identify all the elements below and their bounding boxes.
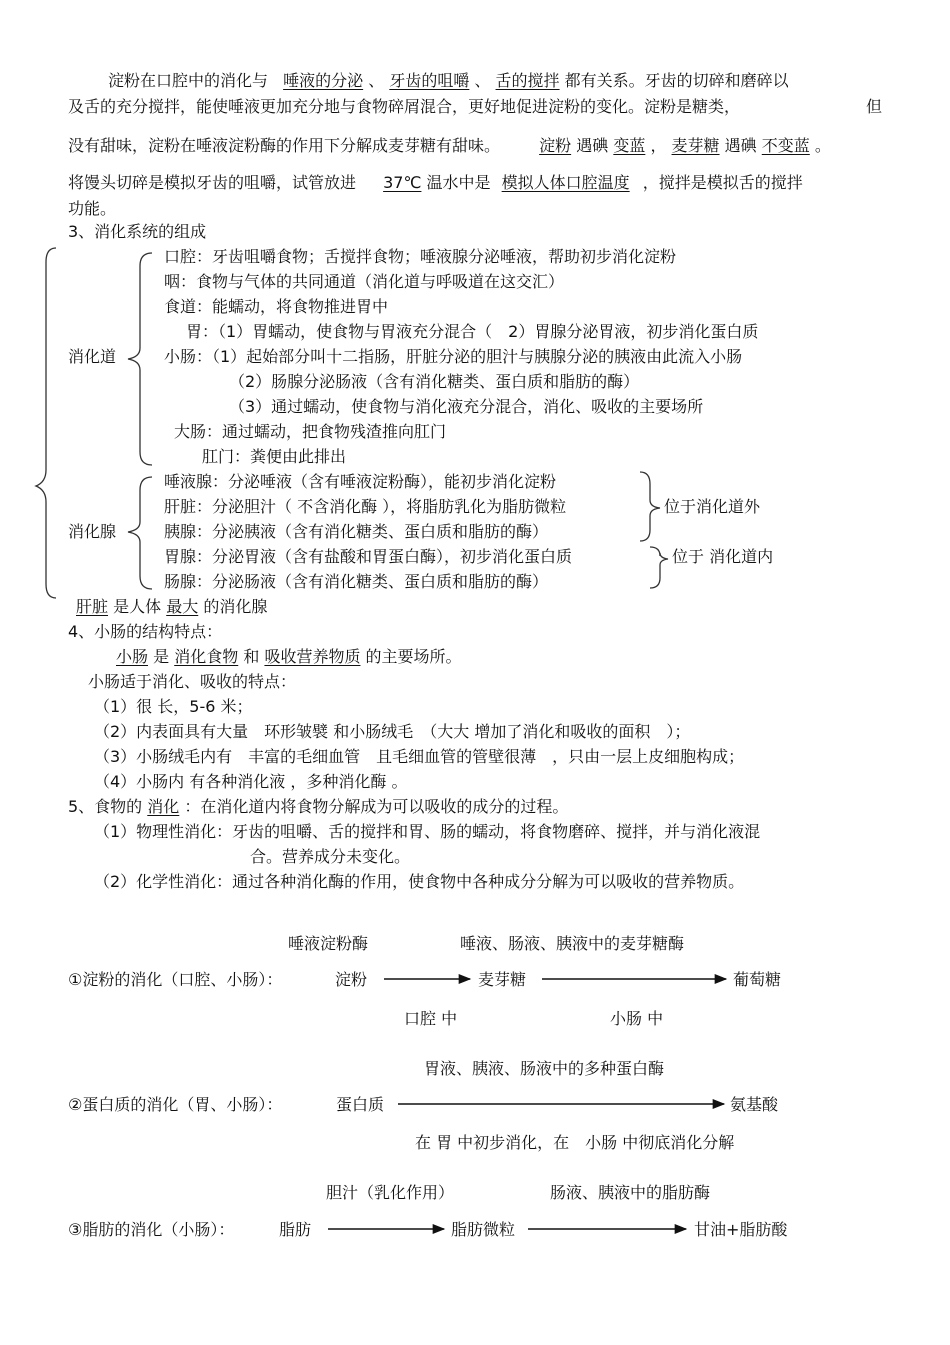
maltose-node: 麦芽糖: [478, 970, 527, 989]
intro-line-1: [108, 70, 789, 92]
inside-label: 位于 消化道内: [672, 547, 774, 566]
text: ：在消化道内将食物分解成为可以吸收的成分的过程。: [184, 797, 569, 816]
answer-blank: 变蓝: [613, 136, 646, 155]
feature-item: （2）内表面具有大量 环形皱襞 和小肠绒毛 （大大 增加了消化和吸收的面积 ）；: [94, 722, 691, 741]
tract-item: 咽：食物与气体的共同通道（消化道与呼吸道在这交汇）: [164, 272, 565, 291]
section-5-p1a: （1）物理性消化：牙齿的咀嚼、舌的搅拌和胃、肠的蠕动，将食物磨碎、搅拌，并与消化液混: [94, 822, 761, 841]
fat-agent-2: 肠液、胰液中的脂肪酶: [550, 1183, 711, 1202]
answer-blank: 模拟人体口腔温度: [501, 173, 630, 192]
section-3-title: 3、消化系统的组成: [68, 222, 207, 241]
text: 5、食物的: [68, 797, 143, 816]
fat-label: ③脂肪的消化（小肠）：: [68, 1220, 235, 1239]
gland-item: 胰腺：分泌胰液（含有消化糖类、蛋白质和脂肪的酶）: [164, 522, 549, 541]
glucose-node: 葡萄糖: [733, 970, 782, 989]
text: 和: [243, 647, 260, 666]
answer-blank: 麦芽糖: [671, 136, 720, 155]
protein-enzyme: 胃液、胰液、肠液中的多种蛋白酶: [424, 1059, 665, 1078]
outer-brace: [36, 248, 56, 598]
liver-note: [76, 596, 267, 618]
text: 、: [474, 71, 491, 90]
protein-node: 蛋白质: [336, 1095, 385, 1114]
intro-line-4: [68, 172, 803, 194]
tract-brace: [128, 253, 152, 465]
text: 是: [153, 647, 170, 666]
text: 将馒头切碎是模拟牙齿的咀嚼，试管放进: [68, 173, 357, 192]
section-5-p2: （2）化学性消化：通过各种消化酶的作用，使食物中各种成分分解为可以吸收的营养物质。: [94, 872, 745, 891]
text: ，搅拌是模拟舌的搅拌: [642, 173, 803, 192]
section-4-title: 4、小肠的结构特点：: [68, 622, 223, 641]
protein-note: 在 胃 中初步消化，在 小肠 中彻底消化分解: [415, 1133, 735, 1152]
answer-blank: 唾液的分泌: [283, 71, 364, 90]
glycerol-fatty-acid-node: 甘油+脂肪酸: [694, 1220, 788, 1239]
text: 温水中是: [426, 173, 491, 192]
answer-blank: 牙齿的咀嚼: [389, 71, 470, 90]
starch-enzyme-1: 唾液淀粉酶: [288, 934, 369, 953]
feature-item: （3）小肠绒毛内有 丰富的毛细血管 且毛细血管的管壁很薄 ，只由一层上皮细胞构成；: [94, 747, 745, 766]
text: 。: [814, 136, 831, 155]
gland-item: 胃腺：分泌胃液（含有盐酸和胃蛋白酶），初步消化蛋白质: [164, 547, 573, 566]
starch-enzyme-2: 唾液、肠液、胰液中的麦芽糖酶: [460, 934, 685, 953]
tract-item: 胃：（1）胃蠕动，使食物与胃液充分混合（ 2）胃腺分泌胃液，初步消化蛋白质: [186, 322, 759, 341]
answer-blank: 淀粉: [539, 136, 572, 155]
tract-item: 肛门：粪便由此排出: [202, 447, 347, 466]
inside-brace: [650, 547, 668, 588]
outside-brace: [640, 472, 660, 541]
feature-item: （1）很 长，5-6 米；: [94, 697, 253, 716]
gland-item: 唾液腺：分泌唾液（含有唾液淀粉酶），能初步消化淀粉: [164, 472, 557, 491]
answer-blank: 不变蓝: [761, 136, 810, 155]
outside-label: 位于消化道外: [664, 497, 761, 516]
tract-item: 小肠：（1）起始部分叫十二指肠，肝脏分泌的胆汁与胰腺分泌的胰液由此流入小肠: [164, 347, 743, 366]
text: 、: [368, 71, 385, 90]
gland-brace: [128, 477, 152, 589]
text: 没有甜味，淀粉在唾液淀粉酶的作用下分解成麦芽糖有甜味。: [68, 136, 501, 155]
answer-blank: 吸收营养物质: [264, 647, 361, 666]
text: 都有关系。牙齿的切碎和磨碎以: [564, 71, 789, 90]
tract-item: 食道：能蠕动，将食物推进胃中: [164, 297, 389, 316]
answer-blank: 小肠: [116, 647, 149, 666]
text: ，: [650, 136, 667, 155]
section-5-title: [68, 796, 568, 818]
text: 是人体: [113, 597, 162, 616]
answer-blank: 消化食物: [174, 647, 239, 666]
fat-node: 脂肪: [279, 1220, 312, 1239]
feature-item: （4）小肠内 有各种消化液 ，多种消化酶 。: [94, 772, 408, 791]
starch-place-1: 口腔 中: [404, 1009, 458, 1028]
intro-line-3: [68, 135, 831, 157]
starch-place-2: 小肠 中: [610, 1009, 664, 1028]
tract-item: 口腔：牙齿咀嚼食物；舌搅拌食物；唾液腺分泌唾液，帮助初步消化淀粉: [164, 247, 677, 266]
starch-label: ①淀粉的消化（口腔、小肠）：: [68, 970, 283, 989]
section-4-line-2: 小肠适于消化、吸收的特点：: [88, 672, 297, 691]
tract-label: 消化道: [68, 347, 117, 366]
text: 遇碘: [724, 136, 757, 155]
fat-droplet-node: 脂肪微粒: [451, 1220, 516, 1239]
intro-line-2: 及舌的充分搅拌，能使唾液更加充分地与食物碎屑混合，更好地促进淀粉的变化。淀粉是糖类，: [68, 97, 741, 116]
intro-line-5: 功能。: [68, 199, 117, 218]
gland-item: 肝脏：分泌胆汁（ 不含消化酶 ），将脂肪乳化为脂肪微粒: [164, 497, 567, 516]
starch-node: 淀粉: [335, 970, 368, 989]
gland-label: 消化腺: [68, 522, 117, 541]
tract-item: 大肠：通过蠕动，把食物残渣推向肛门: [174, 422, 447, 441]
amino-acid-node: 氨基酸: [730, 1095, 779, 1114]
gland-item: 肠腺：分泌肠液（含有消化糖类、蛋白质和脂肪的酶）: [164, 572, 549, 591]
text: 的消化腺: [203, 597, 268, 616]
answer-blank: 最大: [166, 597, 199, 616]
text: 遇碘: [576, 136, 609, 155]
text: 淀粉在口腔中的消化与: [108, 71, 269, 90]
intro-line-2-end: 但: [866, 97, 883, 116]
section-4-line-1: [116, 646, 462, 668]
tract-item: （3）通过蠕动，使食物与消化液充分混合，消化、吸收的主要场所: [229, 397, 704, 416]
answer-blank: 舌的搅拌: [495, 71, 560, 90]
answer-blank: 消化: [147, 797, 180, 816]
tract-item: （2）肠腺分泌肠液（含有消化糖类、蛋白质和脂肪的酶）: [229, 372, 640, 391]
fat-agent-1: 胆汁（乳化作用）: [326, 1183, 455, 1202]
text: 的主要场所。: [365, 647, 462, 666]
section-5-p1b: 合。营养成分未变化。: [250, 847, 411, 866]
protein-label: ②蛋白质的消化（胃、小肠）：: [68, 1095, 283, 1114]
answer-blank: 37℃: [383, 173, 422, 192]
answer-blank: 肝脏: [76, 597, 109, 616]
